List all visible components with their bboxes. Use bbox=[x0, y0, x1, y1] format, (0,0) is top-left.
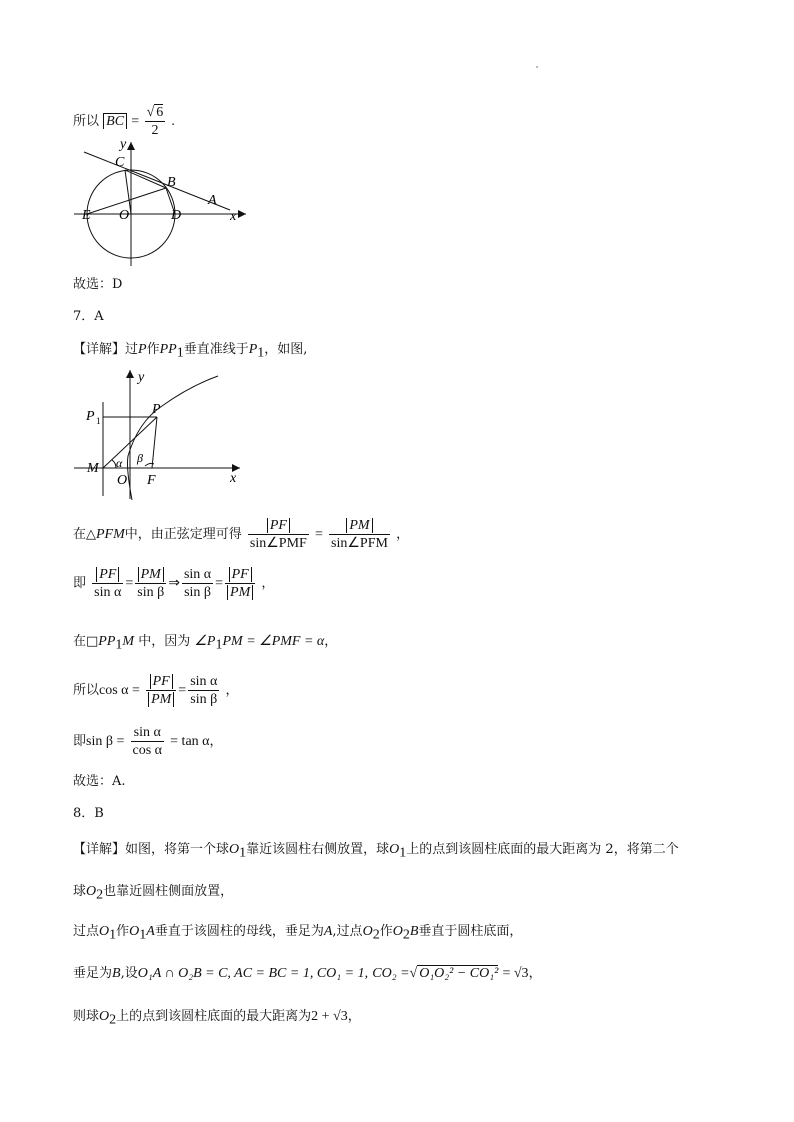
label-p: P bbox=[152, 402, 161, 417]
fraction-den: 2 bbox=[151, 123, 159, 138]
var: O bbox=[86, 884, 97, 899]
sub: 1 bbox=[176, 345, 184, 361]
text: ,设 bbox=[120, 966, 138, 981]
fraction bbox=[248, 517, 309, 552]
text: 垂直于该圆柱的母线，垂足为 bbox=[154, 924, 324, 939]
sub: 2 bbox=[372, 927, 380, 943]
num: sin α bbox=[183, 567, 212, 582]
var: O bbox=[392, 924, 403, 939]
q8-line-1 bbox=[73, 838, 679, 862]
cos-expr: cos α = bbox=[99, 683, 140, 698]
figure-circle-diagram bbox=[68, 138, 258, 270]
var-pp1: PP bbox=[159, 342, 177, 357]
fraction-sqrt6-over-2: $\frac{√ 6}{2}$ bbox=[146, 105, 164, 138]
label-beta: β bbox=[137, 451, 143, 465]
sub: 1 bbox=[257, 345, 265, 361]
lhs: sin β = bbox=[86, 734, 125, 749]
text: 也靠近圆柱侧面放置， bbox=[103, 884, 234, 899]
num: sin α bbox=[131, 724, 165, 742]
figure-parabola-diagram bbox=[72, 364, 248, 504]
detail-tag: 【详解】 bbox=[73, 342, 126, 357]
den: sin∠PFM bbox=[331, 536, 388, 551]
text: 过点 bbox=[73, 924, 100, 939]
text: 上的点到该圆柱底面的最大距离为 2，将第二个 bbox=[406, 842, 679, 857]
text: 垂足为 bbox=[73, 966, 113, 981]
text: ， bbox=[528, 966, 542, 981]
num: PM bbox=[138, 567, 164, 582]
rhs: = tan α bbox=[170, 734, 210, 749]
y-axis-arrow bbox=[126, 370, 134, 378]
text: ， bbox=[209, 734, 223, 749]
var: O bbox=[229, 842, 240, 857]
triangle-name: PFM bbox=[96, 527, 125, 542]
text: 则球 bbox=[73, 1009, 100, 1024]
num: sin α bbox=[190, 674, 218, 689]
q8-heading: 8．B bbox=[73, 806, 104, 821]
value: 2 + √3 bbox=[311, 1009, 348, 1024]
text: 即 bbox=[73, 734, 87, 749]
sub: 2 bbox=[96, 887, 104, 903]
var: M bbox=[122, 634, 135, 649]
sub: 2 bbox=[109, 1012, 117, 1028]
segment-pf bbox=[152, 417, 157, 468]
den: PM bbox=[227, 585, 253, 600]
text: 作 bbox=[116, 924, 130, 939]
label-f: F bbox=[147, 473, 156, 488]
expr: CO₂ = bbox=[372, 966, 410, 981]
den: sin β bbox=[137, 585, 165, 600]
var-p: P bbox=[138, 342, 147, 357]
fraction bbox=[92, 566, 123, 601]
sub: 1 bbox=[109, 927, 117, 943]
num: PF bbox=[229, 567, 252, 582]
text: ， bbox=[225, 683, 239, 698]
text-prefix: 所以 bbox=[73, 114, 100, 129]
label-p1-sub: 1 bbox=[96, 416, 101, 426]
equation-sine-law: 在△PFM中，由正弦定理可得 $\frac{PF}{\text{sin∠PMF}}$ = $\frac{PM}{\text{sin∠PFM}}$ ， bbox=[73, 518, 410, 551]
q7-heading: 7．A bbox=[73, 309, 104, 324]
var: O bbox=[362, 924, 373, 939]
sub: 2 bbox=[402, 927, 410, 943]
label-o: O bbox=[117, 473, 128, 488]
fraction bbox=[146, 673, 176, 708]
label-c: C bbox=[115, 155, 125, 170]
den: PM bbox=[148, 692, 174, 707]
detail-tag: 【详解】 bbox=[73, 842, 126, 857]
var: PM = ∠PMF = α bbox=[222, 634, 325, 649]
fraction bbox=[135, 566, 166, 601]
sub: 1 bbox=[399, 845, 407, 861]
sub: 1 bbox=[139, 927, 147, 943]
answer-q7: 故选：A. bbox=[73, 774, 126, 789]
den: sin∠PMF bbox=[249, 536, 307, 551]
expr: = √3 bbox=[502, 966, 529, 981]
text: 如图，将第一个球 bbox=[125, 842, 230, 857]
text: 中，因为 bbox=[138, 634, 191, 649]
num: PF bbox=[267, 518, 290, 533]
fraction bbox=[225, 566, 255, 601]
sub: 1 bbox=[115, 637, 123, 653]
label-b: B bbox=[167, 175, 176, 190]
den: sin β bbox=[190, 692, 218, 707]
answer-q6: 故选：D bbox=[73, 277, 123, 292]
expr: O₁A ∩ O₂B = C, AC = BC = 1, CO₁ = 1, bbox=[137, 966, 369, 981]
label-d: D bbox=[171, 208, 182, 223]
label-x: x bbox=[230, 471, 237, 486]
fraction bbox=[188, 673, 219, 708]
text: 所以 bbox=[73, 683, 100, 698]
q8-line-3 bbox=[73, 920, 522, 944]
text: 上的点到该圆柱底面的最大距离为 bbox=[116, 1009, 312, 1024]
var: B bbox=[409, 924, 419, 939]
label-a: A bbox=[208, 193, 217, 208]
text: 垂直准线于 bbox=[183, 342, 249, 357]
period: . bbox=[171, 114, 175, 129]
label-p1: P bbox=[86, 409, 95, 424]
fraction bbox=[182, 566, 213, 601]
var: O bbox=[99, 1009, 110, 1024]
label-e: E bbox=[82, 208, 91, 223]
sub: 1 bbox=[239, 845, 247, 861]
sqrt-body: O₁O₂² − CO₁² bbox=[419, 966, 499, 981]
var: O bbox=[129, 924, 140, 939]
text: 中，由正弦定理可得 bbox=[124, 527, 242, 542]
text: ， bbox=[396, 527, 410, 542]
text: 在△ bbox=[73, 527, 96, 542]
x-axis-arrow bbox=[238, 210, 246, 218]
q7-detail-line bbox=[73, 338, 307, 362]
var: PP bbox=[98, 634, 116, 649]
label-o: O bbox=[119, 208, 130, 223]
fraction-num: 6 bbox=[156, 105, 164, 120]
bc-result-line: 所以 BC = $\frac{√ 6}{2}$ . bbox=[73, 105, 175, 138]
den: sin α bbox=[94, 585, 122, 600]
q8-line-4: 垂足为B,设O₁A ∩ O₂B = C, AC = BC = 1, CO₁ = 1, CO₂ =√ O₁O₂² − CO₁² = √3， bbox=[73, 966, 542, 981]
text: 靠近该圆柱右侧放置，球 bbox=[246, 842, 390, 857]
text: 过 bbox=[125, 342, 139, 357]
q8-line-5 bbox=[73, 1005, 361, 1029]
label-y: y bbox=[120, 138, 127, 152]
text: 垂直于圆柱底面， bbox=[418, 924, 523, 939]
text: ， bbox=[347, 1009, 361, 1024]
var: O bbox=[389, 842, 400, 857]
var: A bbox=[146, 924, 155, 939]
equation-ratio: 即 $\frac{PF}{\text{sin α}}$ = $\frac{PM}{\text{sin β}}$ ⇒ $\frac{\text{sin α}}{\text{sin β}}$ = $\frac{PF}{PM}$ ， bbox=[73, 567, 275, 600]
num: PF bbox=[150, 674, 173, 689]
q8-line-2 bbox=[73, 880, 233, 904]
text: ,过点 bbox=[332, 924, 363, 939]
den: cos α bbox=[132, 743, 163, 758]
num: PF bbox=[96, 567, 119, 582]
den: sin β bbox=[184, 585, 212, 600]
vector-bc: BC bbox=[103, 113, 127, 129]
y-axis-arrow bbox=[127, 142, 135, 150]
text: ， bbox=[324, 634, 338, 649]
equation-cos: 所以cos α = $\frac{PF}{PM}$ = $\frac{\text{sin α}}{\text{sin β}}$ ， bbox=[73, 674, 239, 707]
num: PM bbox=[346, 518, 372, 533]
text: 在□ bbox=[73, 634, 99, 649]
parabola-curve bbox=[128, 376, 219, 500]
label-x: x bbox=[230, 209, 237, 224]
var-p1: P bbox=[248, 342, 258, 357]
fraction bbox=[329, 517, 390, 552]
var: A bbox=[323, 924, 333, 939]
equation-sin-beta bbox=[73, 724, 223, 759]
var: O bbox=[99, 924, 110, 939]
label-alpha: α bbox=[116, 456, 123, 470]
scan-speck bbox=[536, 66, 538, 68]
text: 即 bbox=[73, 576, 87, 591]
label-y: y bbox=[138, 370, 145, 385]
var: B bbox=[112, 966, 121, 981]
sub: 1 bbox=[215, 637, 223, 653]
text: ，如图, bbox=[264, 342, 308, 357]
text: ， bbox=[261, 576, 275, 591]
fraction bbox=[131, 724, 165, 759]
text: 作 bbox=[146, 342, 160, 357]
text: 球 bbox=[73, 884, 87, 899]
var: ∠P bbox=[194, 634, 216, 649]
text: 作 bbox=[379, 924, 393, 939]
label-m: M bbox=[87, 461, 99, 476]
equation-angle bbox=[73, 630, 337, 654]
